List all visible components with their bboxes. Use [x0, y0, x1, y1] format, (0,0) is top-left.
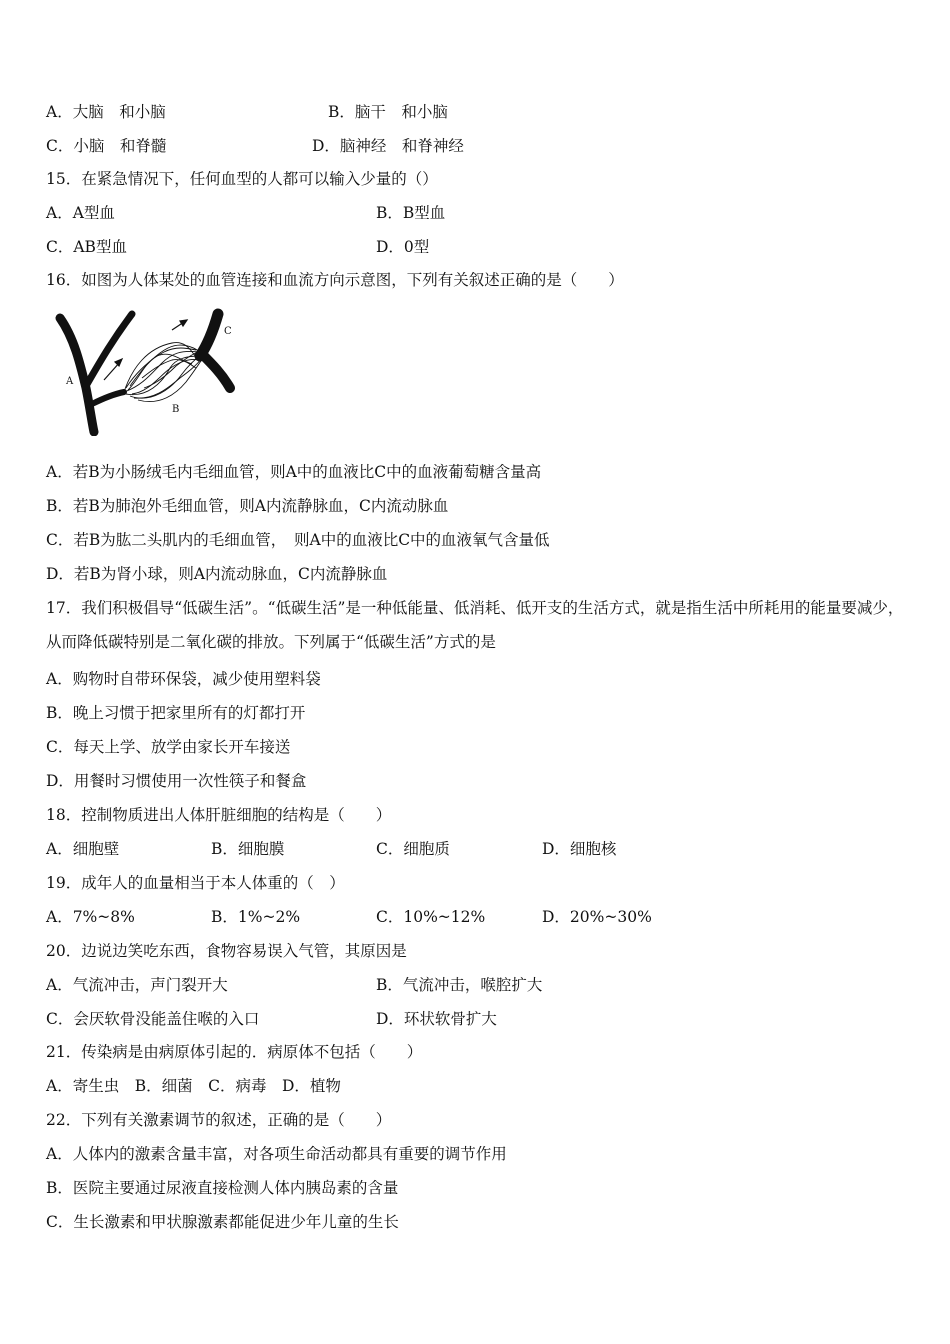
vessel-c-branch	[202, 354, 230, 388]
q15-stem: 15．在紧急情况下，任何血型的人都可以输入少量的（）	[46, 170, 438, 188]
q16-option-c: C．若B为肱二头肌内的毛细血管， 则A中的血液比C中的血液氧气含量低	[46, 531, 550, 549]
capillary-network-b	[124, 343, 204, 402]
q14-option-a: A．大脑 和小脑	[46, 103, 166, 121]
q19-option-b: B．1%~2%	[211, 908, 301, 926]
q20-stem: 20．边说边笑吃东西，食物容易误入气管，其原因是	[46, 942, 407, 960]
q22-option-c: C．生长激素和甲状腺激素都能促进少年儿童的生长	[46, 1213, 399, 1231]
q15-option-b: B．B型血	[376, 204, 446, 222]
q21-stem: 21．传染病是由病原体引起的．病原体不包括（ ）	[46, 1043, 423, 1061]
q19-option-c: C．10%~12%	[376, 908, 486, 926]
q19-option-d: D．20%~30%	[542, 908, 652, 926]
q20-option-a: A．气流冲击，声门裂开大	[46, 976, 228, 994]
q22-option-a: A．人体内的激素含量丰富，对各项生命活动都具有重要的调节作用	[46, 1145, 507, 1163]
label-c: C	[224, 326, 232, 337]
q19-option-a: A．7%~8%	[46, 908, 135, 926]
label-a: A	[66, 376, 74, 387]
q16-option-a: A．若B为小肠绒毛内毛细血管，则A中的血液比C中的血液葡萄糖含量高	[46, 463, 542, 481]
q20-option-c: C．会厌软骨没能盖住喉的入口	[46, 1010, 260, 1028]
q17-option-b: B．晚上习惯于把家里所有的灯都打开	[46, 704, 306, 722]
q22-stem: 22．下列有关激素调节的叙述，正确的是（ ）	[46, 1111, 392, 1129]
q16-option-b: B．若B为肺泡外毛细血管，则A内流静脉血，C内流动脉血	[46, 497, 449, 515]
q18-option-a: A．细胞壁	[46, 840, 120, 858]
q17-option-d: D．用餐时习惯使用一次性筷子和餐盒	[46, 772, 307, 790]
q17-option-a: A．购物时自带环保袋，减少使用塑料袋	[46, 670, 321, 688]
q17-stem: 17．我们积极倡导“低碳生活”。“低碳生活”是一种低能量、低消耗、低开支的生活方式，就是指生活中所耗用的能量要减少，从而降低碳特别是二氧化碳的排放。下列属于“低碳生活”方式的是	[46, 599, 904, 651]
q22-option-b: B．医院主要通过尿液直接检测人体内胰岛素的含量	[46, 1179, 399, 1197]
q14-option-c: C．小脑 和脊髓	[46, 137, 167, 155]
q18-option-b: B．细胞膜	[211, 840, 285, 858]
q19-stem: 19．成年人的血量相当于本人体重的（ ）	[46, 874, 345, 892]
q14-option-d: D．脑神经 和脊神经	[312, 137, 464, 155]
q16-stem: 16．如图为人体某处的血管连接和血流方向示意图，下列有关叙述正确的是（ ）	[46, 271, 624, 289]
q21-options: A．寄生虫 B．细菌 C．病毒 D．植物	[46, 1077, 341, 1095]
q17-option-c: C．每天上学、放学由家长开车接送	[46, 738, 291, 756]
q15-option-a: A．A型血	[46, 204, 115, 222]
q18-stem: 18．控制物质进出人体肝脏细胞的结构是（ ）	[46, 806, 392, 824]
q18-option-d: D．细胞核	[542, 840, 617, 858]
q18-option-c: C．细胞质	[376, 840, 450, 858]
q16-option-d: D．若B为肾小球，则A内流动脉血，C内流静脉血	[46, 565, 388, 583]
q14-option-b: B．脑干 和小脑	[328, 103, 448, 121]
flow-arrows	[104, 320, 187, 380]
q20-option-d: D．环状软骨扩大	[376, 1010, 497, 1028]
q15-option-c: C．AB型血	[46, 238, 127, 256]
q15-option-d: D．0型	[376, 238, 430, 256]
vessel-a-to-capillaries	[92, 392, 124, 404]
q20-option-b: B．气流冲击，喉腔扩大	[376, 976, 543, 994]
label-b: B	[172, 404, 180, 415]
blood-vessel-figure	[52, 308, 242, 436]
